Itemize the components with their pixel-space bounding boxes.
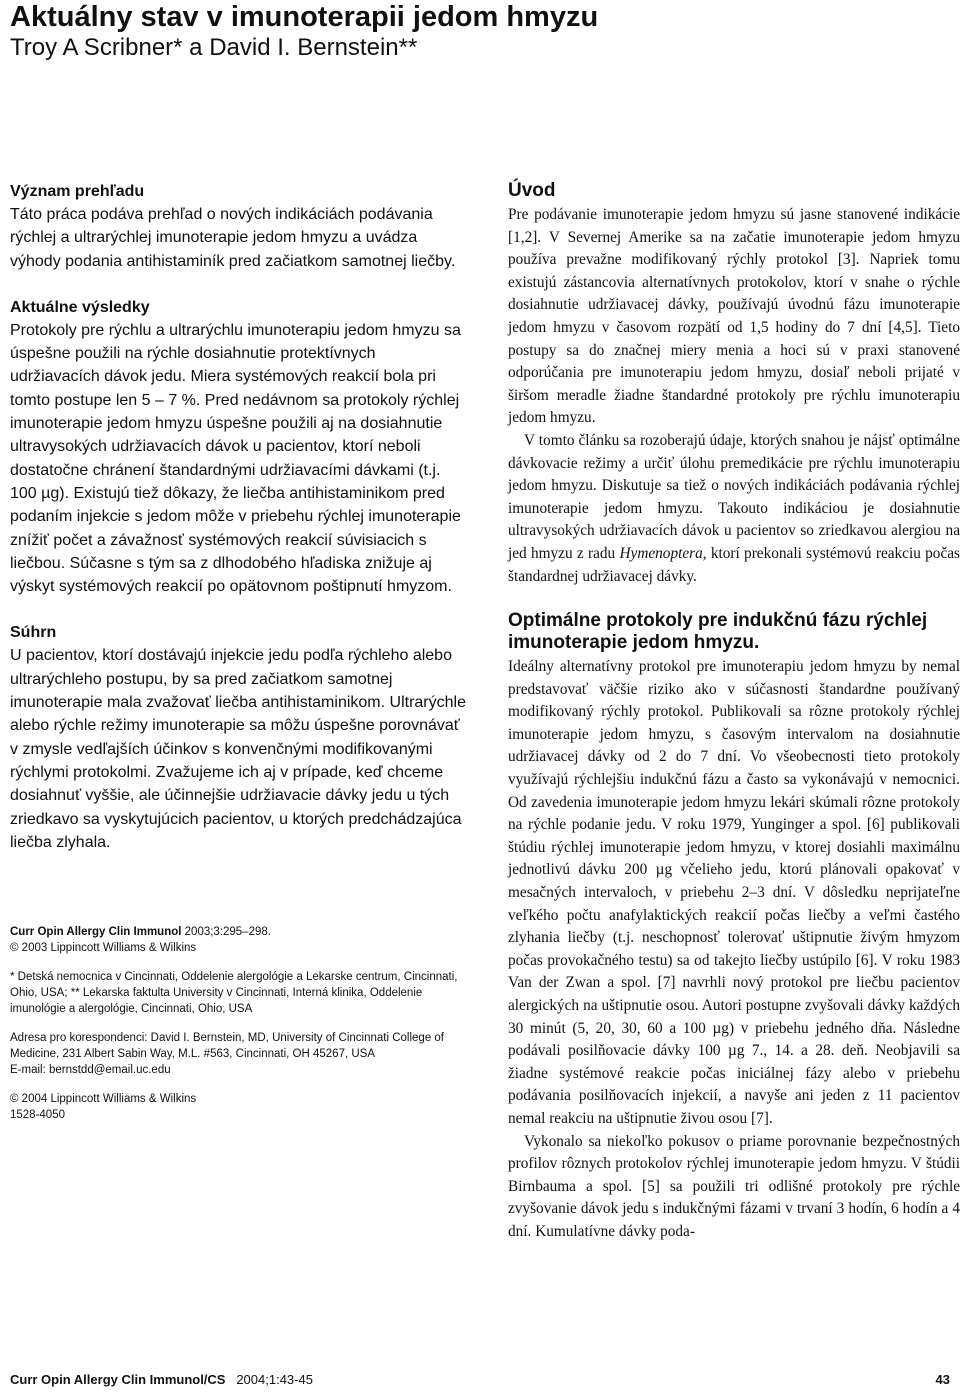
summary-text: U pacientov, ktorí dostávajú injekcie jedu podľa rýchleho alebo ultrarýchleho postupu, by sa pred začiatkom samotnej imunoterapie mala zvažovať liečba antihistaminikom. Ultrarýchle alebo rýchle režimy imunoterapie sa môžu úspešne porovnávať v zmysle vedľajších účinkov s konvenčnými modifikovanými rýchlymi protokolmi. Zvažujeme ich aj v prípade, keď chceme dosiahnuť vyššie, ale účinnejšie udržiavacie dávky jedu u tých zriedkavo sa vyskytujúcich pacientov, u ktorých predchádzajúca liečba zlyhala. [10, 647, 466, 851]
purpose-heading: Význam prehľadu [10, 183, 145, 200]
page-number: 43 [935, 1372, 950, 1387]
protocols-heading: Optimálne protokoly pre indukčnú fázu rýchlej imunoterapie jedom hmyzu. [508, 610, 928, 654]
footer-journal [10, 1372, 313, 1387]
intro-paragraph-2-start: V tomto článku sa rozoberajú údaje, ktorých snahou je nájsť optimálne dávkovacie režimy a určiť úlohu premedikácie pre rýchlu imunoterapiu jedom hmyzu. Diskutuje sa tiež o nových indikáciách podávania rýchlej imunoterapie jedom hmyzu. Takouto indikáciou je dosiahnutie ultravysokých udržiavacích dávok u pacientov so zriedkavou alergiou na jed hmyzu z radu [508, 431, 960, 562]
journal-reference-volume: 2003;3:295–298. [181, 926, 271, 938]
citation-block [10, 924, 470, 1123]
article-title: Aktuálny stav v imunoterapii jedom hmyzu [10, 1, 599, 33]
species-name: Hymenoptera [619, 544, 703, 562]
abstract-summary-section [10, 621, 466, 854]
journal-reference-name: Curr Opin Allergy Clin Immunol [10, 926, 182, 938]
findings-heading: Aktuálne výsledky [10, 298, 150, 316]
footer-journal-name: Curr Opin Allergy Clin Immunol/CS [10, 1372, 226, 1387]
affiliations: * Detská nemocnica v Cincinnati, Oddelenie alergológie a Lekarske centrum, Cincinnati, Ohio, USA; ** Lekarska faktulta University v Cincinnati, Interná klinika, Oddelenie imunológie a alergológie, Cincinnati, Ohio, USA [10, 971, 458, 1015]
footer-issue: 2004;1:43-45 [236, 1372, 313, 1387]
body-column [508, 180, 960, 1244]
intro-paragraph-1: Pre podávanie imunoterapie jedom hmyzu sú jasne stanovené indikácie [1,2]. V Severnej Amerike sa na začatie imunoterapie jedom hmyzu používa prevažne modifikovaný rýchly protokol [3]. Napriek tomu existujú zástancovia alternatívnych protokolov, ktorí v snahe o rýchle dosiahnutie udržiavacej dávky, používajú úvodnú fázu imunoterapie jedom hmyzu v časovom rozpätí od 1,5 hodiny do 7 dní [4,5]. Tieto postupy sa do značnej miery menia a hoci sú v praxi stanovené odporúčania pre imunoterapiu jedom hmyzu, dosiaľ neboli prijaté v širšom meradle žiadne štandardné protokoly pre rýchlu imunoterapiu jedom hmyzu. [508, 206, 960, 427]
intro-paragraph-2-end: , ktorí prekonali systémovú reakciu počas štandardnej udržiavacej dávky. [508, 544, 960, 585]
abstract-purpose-section [10, 180, 466, 273]
abstract-findings-section [10, 296, 466, 599]
issn: 1528-4050 [10, 1109, 65, 1121]
purpose-text: Táto práca podáva prehľad o nových indikáciách podávania rýchlej a ultrarýchlej imunoterapie jedom hmyzu a uvádza výhody podania antihistaminík pred začiatkom samotnej liečby. [10, 206, 456, 270]
article-authors: Troy A Scribner* a David I. Bernstein** [10, 34, 418, 61]
page-footer [10, 1372, 950, 1394]
intro-heading: Úvod [508, 180, 556, 201]
journal-reference [10, 924, 470, 940]
intro-paragraph-2 [508, 430, 960, 588]
abstract-column [10, 180, 466, 877]
correspondence-address: Adresa pro korespondenci: David I. Bernstein, MD, University of Cincinnati College of Medicine, 231 Albert Sabin Way, M.L. #563, Cincinnati, OH 45267, USA [10, 1032, 445, 1060]
copyright-2004: © 2004 Lippincott Williams & Wilkins [10, 1093, 197, 1105]
correspondence-email: E-mail: bernstdd@email.uc.edu [10, 1064, 171, 1076]
copyright-2003: © 2003 Lippincott Williams & Wilkins [10, 942, 197, 954]
protocols-paragraph-1: Ideálny alternatívny protokol pre imunoterapiu jedom hmyzu by nemal predstavovať väčšie riziko ako v súčasnosti štandardne používaný modifikovaný rýchly protokol. Publikovali sa rôzne protokoly rýchlej imunoterapie jedom hmyzu, s časovým intervalom na dosiahnutie udržiavacej dávky od 2 do 7 dní. Vo všeobecnosti tieto protokoly využívajú rýchlejšiu indukčnú fázu a často sa vykonávajú v nemocnici. Od zavedenia imunoterapie jedom hmyzu lekári skúmali rôzne protokoly na rýchle podanie jedu. V roku 1979, Yunginger a spol. [6] publikovali štúdiu rýchlej imunoterapie jedom hmyzu, v ktorej dosiahli maximálnu jednotlivú dávku 200 µg včelieho jedu, ktorú plánovali opakovať v mesačných intervaloch, v priebehu 2–3 dní. V dôsledku neprijateľne veľkého počtu anafylaktických reakcií počas liečby a veľmi častého zlyhania liečby (t.j. neschopnosť tolerovať uštipnutie živým hmyzom počas provokačného testu) sa od takejto liečby ustúpilo [6]. V roku 1983 Van der Zwan a spol. [7] navrhli nový protokol pre liečbu pacientov alergických na uštipnutie osou. Autori postupne zvyšovali dávky každých 30 minút (5, 20, 30, 60 a 100 µg) v priebehu jedného dňa. Následne podávali posilňovacie dávky 100 µg 7., 14. a 28. deň. Neobjavili sa žiadne systémové reakcie počas iniciálnej fázy alebo v priebehu podávania posilňovacích injekcií, a navyše ani jeden z 11 pacientov nemal reakciu na uštipnutie živou osou [7]. [508, 658, 960, 1127]
summary-heading: Súhrn [10, 624, 57, 642]
findings-text: Protokoly pre rýchlu a ultrarýchlu imunoterapiu jedom hmyzu sa úspešne použili na rýchle dosiahnutie protektívnych udržiavacích dávok jedu. Miera systémových reakcií bola pri tomto postupe len 5 – 7 %. Pred nedávnom sa protokoly rýchlej imunoterapie jedom hmyzu úspešne použili aj na dosiahnutie ultravysokých udržiavacích dávok u pacientov, ktorí neboli dostatočne chránení štandardnými udržiavacími dávkami (t.j. 100 µg). Existujú tiež dôkazy, že liečba antihistaminikom pred podaním injekcie s jedom môže v priebehu rýchlej imunoterapie znížiť počet a závažnosť systémových reakcií súvisiacich s liečbou. Súčasne s tým sa z dlhodobého hľadiska znižuje aj výskyt systémových reakcií po opätovnom poštipnutí hmyzom. [10, 321, 461, 596]
protocols-paragraph-2: Vykonalo sa niekoľko pokusov o priame porovnanie bezpečnostných profilov rôznych protokolov rýchlej imunoterapie jedom hmyzu. V štúdii Birnbauma a spol. [5] sa použili tri odlišné protokoly pre rýchle zvyšovanie dávok jedu s indukčnými fázami v trvaní 3 hodín, 6 hodín a 4 dní. Kumulatívne dávky poda- [508, 1132, 960, 1240]
